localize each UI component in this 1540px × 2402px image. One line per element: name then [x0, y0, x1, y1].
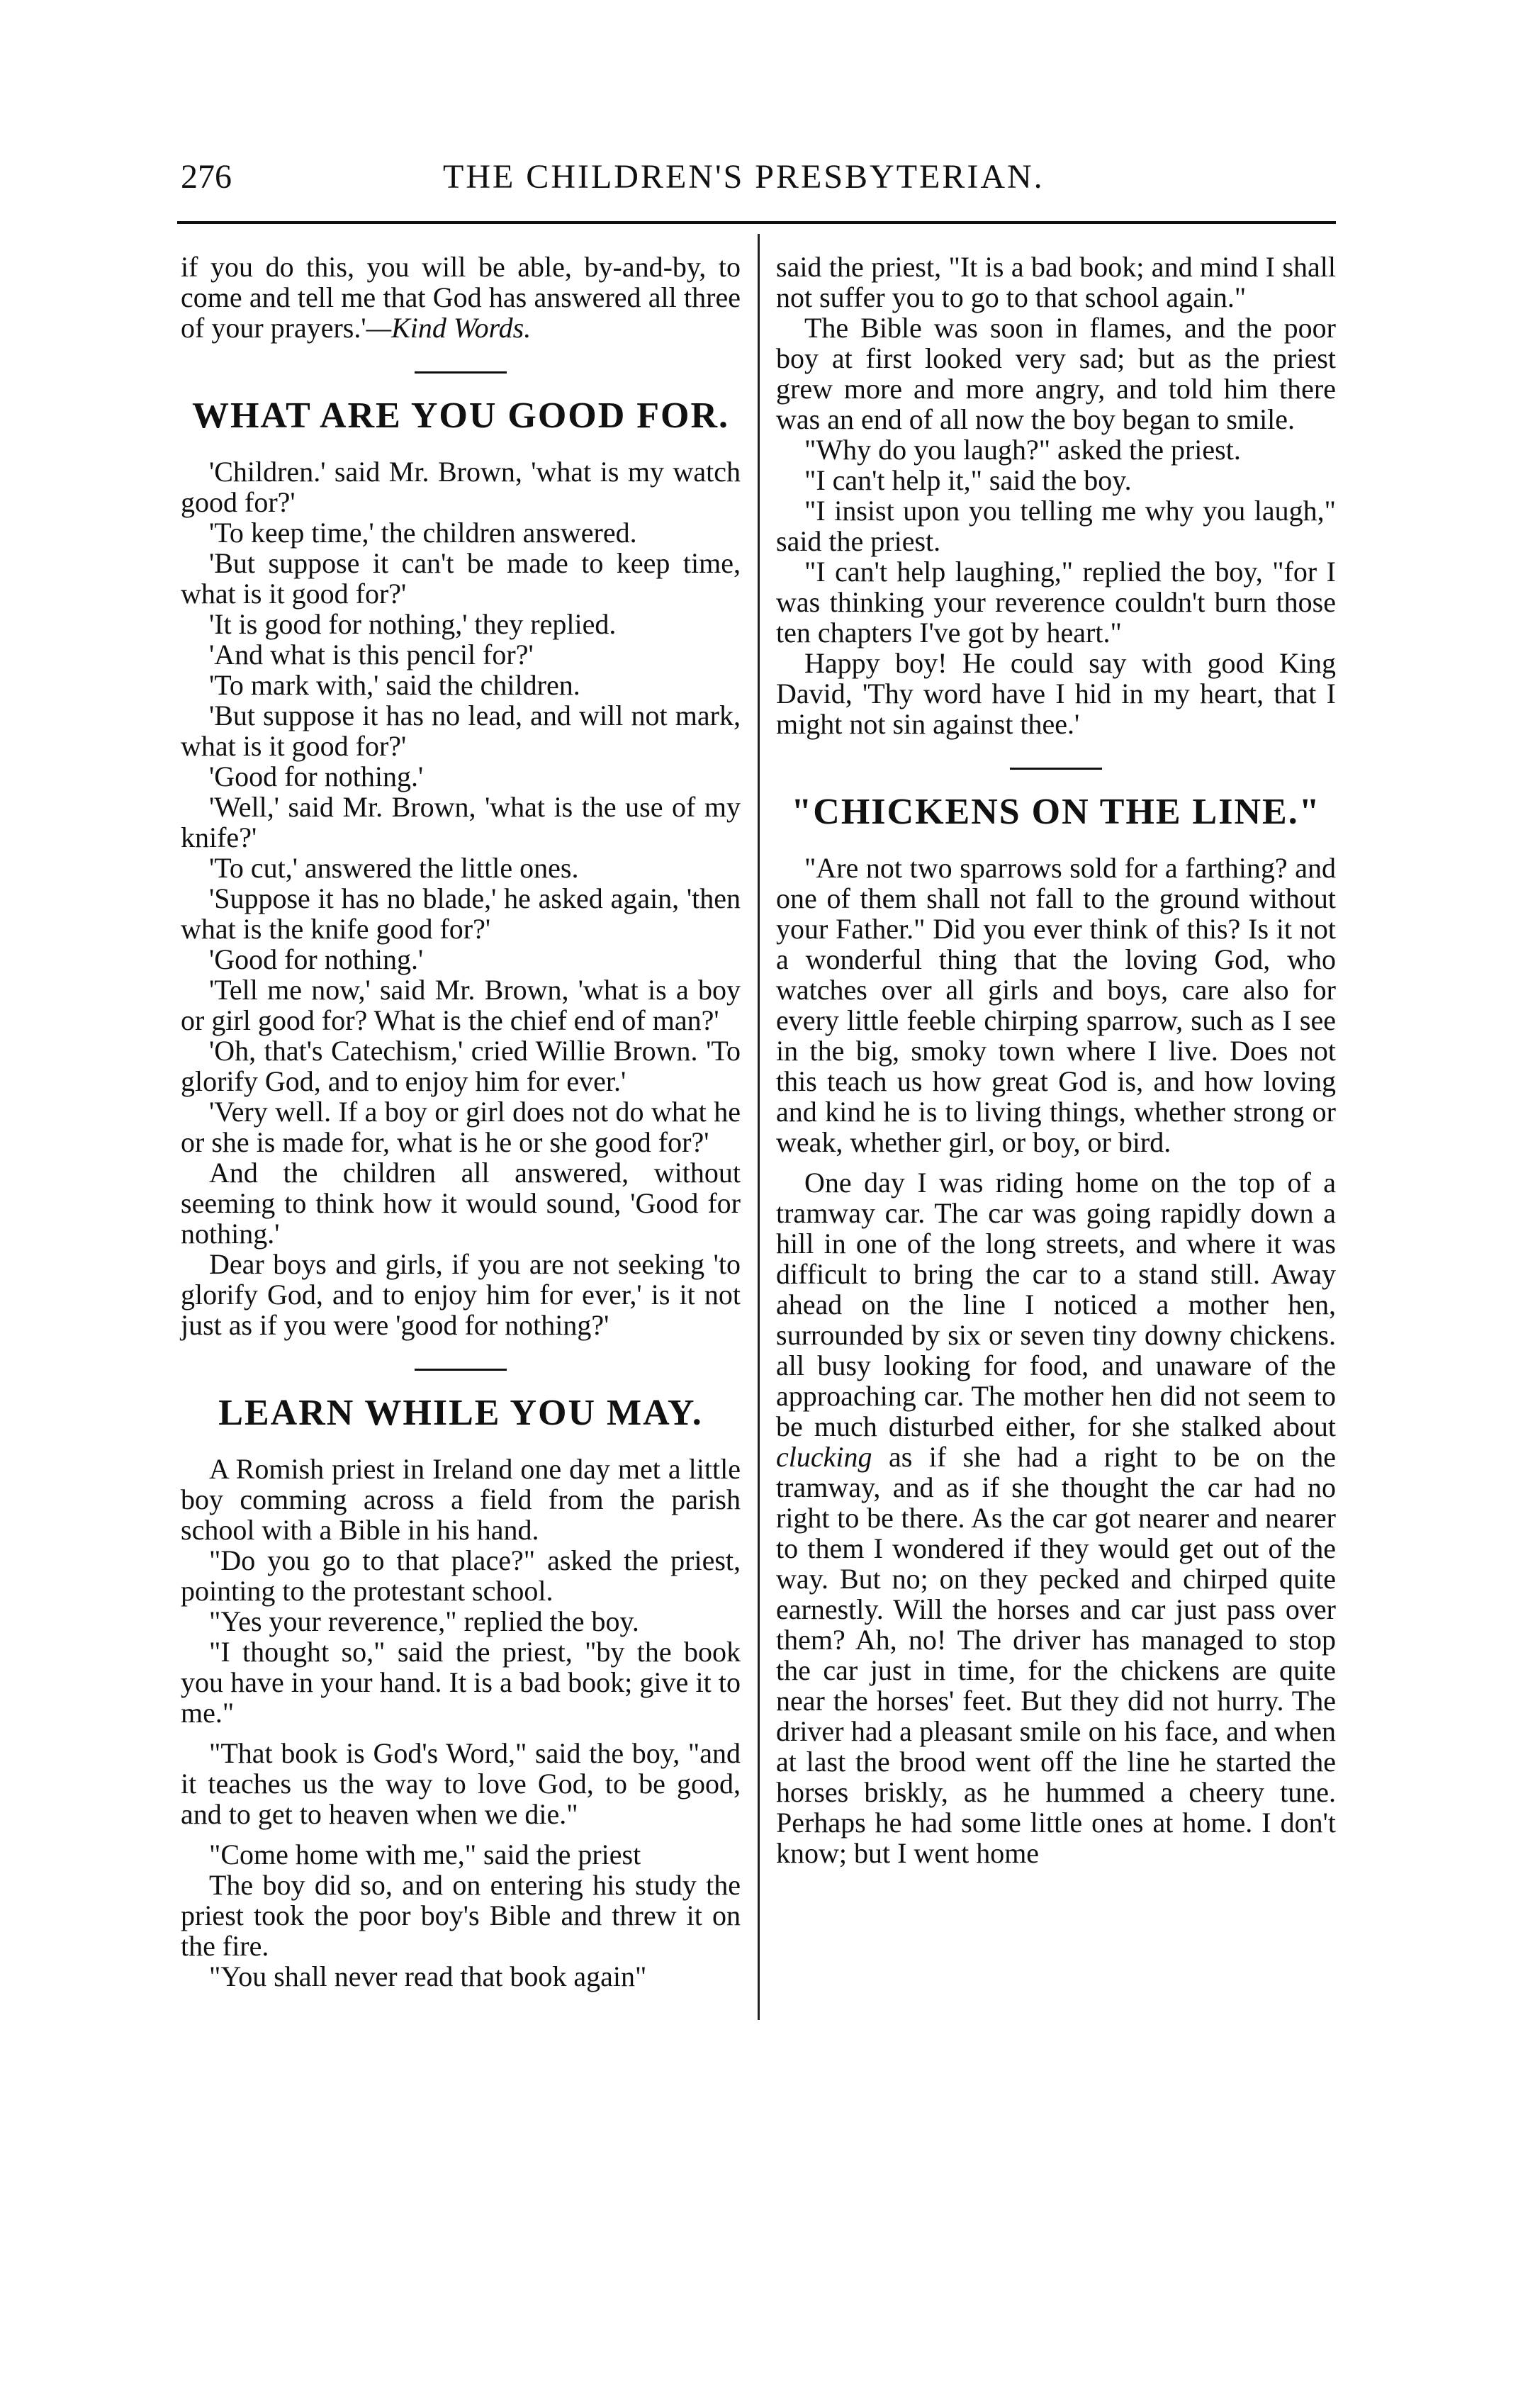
paragraph: 'It is good for nothing,' they replied. — [209, 608, 617, 640]
paragraph: "Why do you laugh?" asked the priest. — [804, 434, 1241, 466]
paragraph: 'And what is this pencil for?' — [209, 639, 534, 670]
italic-word: clucking — [776, 1441, 872, 1473]
paragraph: 'Tell me now,' said Mr. Brown, 'what is a boy or girl good for? What is the chief end of man?' — [181, 974, 741, 1036]
text-run: One day I was riding home on the top of a tramway car. The car was going rapidly down a hill in one of the long streets, and where it was difficult to bring the car to a stand still. Away ahead on the line I noticed a mother hen, surrounded by six or seven tiny downy chickens. all busy looking for food, and unaware of the approaching car. The mother hen did not seem to be much disturbed either, for she stalked about — [776, 1167, 1336, 1442]
running-title: THE CHILDREN'S PRESBYTERIAN. — [443, 158, 1045, 196]
article-heading-learn: LEARN WHILE YOU MAY. — [218, 1393, 703, 1433]
paragraph: Dear boys and girls, if you are not seeking 'to glorify God, and to enjoy him for ever,' is it not just as if you were 'good for nothing?' — [181, 1248, 741, 1341]
page-number: 276 — [181, 158, 232, 196]
intro-text: if you do this, you will be able, by-and-by, to come and tell me that God has answered all three of your prayers.' — [181, 251, 741, 344]
paragraph: "Do you go to that place?" asked the priest, pointing to the protestant school. — [181, 1544, 741, 1607]
header-rule — [177, 221, 1336, 224]
left-column — [181, 252, 741, 1992]
paragraph: 'Good for nothing.' — [209, 761, 424, 792]
intro-source: —Kind Words. — [366, 312, 532, 344]
article-heading-good-for: WHAT ARE YOU GOOD FOR. — [191, 395, 730, 436]
paragraph: Happy boy! He could say with good King David, 'Thy word have I hid in my heart, that I might not sin against thee.' — [776, 647, 1336, 740]
paragraph: "I thought so," said the priest, "by the book you have in your hand. It is a bad book; give it to me." — [181, 1636, 741, 1729]
section-separator — [415, 1369, 507, 1371]
section-separator — [1010, 768, 1102, 770]
paragraph: 'But suppose it can't be made to keep time, what is it good for?' — [181, 547, 741, 610]
paragraph: 'Very well. If a boy or girl does not do what he or she is made for, what is he or she good for?' — [181, 1096, 741, 1158]
paragraph: 'But suppose it has no lead, and will not mark, what is it good for?' — [181, 700, 741, 762]
paragraph: said the priest, "It is a bad book; and mind I shall not suffer you to go to that school again." — [776, 251, 1336, 313]
paragraph: The Bible was soon in flames, and the poor boy at first looked very sad; but as the priest grew more and more angry, and told him there was an end of all now the boy began to smile. — [776, 312, 1336, 435]
paragraph: "I can't help it," said the boy. — [804, 464, 1132, 496]
paragraph: 'Suppose it has no blade,' he asked again, 'then what is the knife good for?' — [181, 882, 741, 945]
paragraph: "I can't help laughing," replied the boy, "for I was thinking your reverence couldn't burn those ten chapters I've got by heart." — [776, 556, 1336, 649]
paragraph: 'Good for nothing.' — [209, 943, 424, 975]
paragraph: 'Well,' said Mr. Brown, 'what is the use of my knife?' — [181, 791, 741, 853]
right-column — [776, 252, 1336, 1868]
tramway-paragraph — [776, 1167, 1336, 1868]
paragraph: 'To cut,' answered the little ones. — [209, 852, 579, 884]
paragraph: 'To mark with,' said the children. — [209, 669, 580, 701]
column-divider — [758, 234, 760, 2020]
section-separator — [415, 371, 507, 374]
paragraph: "That book is God's Word," said the boy, "and it teaches us the way to love God, to be good, and to get to heaven when we die." — [181, 1737, 741, 1830]
paragraph: "Come home with me," said the priest — [209, 1839, 641, 1870]
text-run: as if she had a right to be on the tramway, and as if she thought the car had no right to be there. As the car got nearer and nearer to them I wondered if they would get out of the way. But no; on they pecked and chirped quite earnestly. Will the horses and car just pass over them? Ah, no! The driver has managed to stop the car just in time, for the chickens are quite near the horses' feet. But they did not hurry. The driver had a pleasant smile on his face, and when at last the brood went off the line he started the horses briskly, as he hummed a cheery tune. Perhaps he had some little ones at home. I don't know; but I went home — [776, 1441, 1336, 1869]
paragraph: 'Oh, that's Catechism,' cried Willie Brown. 'To glorify God, and to enjoy him for ever.' — [181, 1035, 741, 1097]
paragraph: "Are not two sparrows sold for a farthing? and one of them shall not fall to the ground without your Father." Did you ever think of this? Is it not a wonderful thing that the loving God, who watches over all girls and boys, care also for every little feeble chirping sparrow, such as I see in the big, smoky town where I live. Does not this teach us how great God is, and how loving and kind he is to living things, whether strong or weak, whether girl, or boy, or bird. — [776, 852, 1336, 1158]
page-header — [181, 157, 1329, 207]
paragraph: 'Children.' said Mr. Brown, 'what is my watch good for?' — [181, 456, 741, 518]
paragraph: "I insist upon you telling me why you laugh," said the priest. — [776, 495, 1336, 557]
paragraph: The boy did so, and on entering his study the priest took the poor boy's Bible and threw it on the fire. — [181, 1869, 741, 1962]
paragraph: 'To keep time,' the children answered. — [209, 517, 637, 549]
paragraph: A Romish priest in Ireland one day met a little boy comming across a field from the parish school with a Bible in his hand. — [181, 1453, 741, 1546]
intro-paragraph — [181, 252, 741, 343]
paragraph: "You shall never read that book again" — [209, 1960, 647, 1992]
article-heading-chickens: "CHICKENS ON THE LINE." — [791, 792, 1321, 832]
paragraph: And the children all answered, without seeming to think how it would sound, 'Good for nothing.' — [181, 1157, 741, 1250]
paragraph: "Yes your reverence," replied the boy. — [209, 1605, 639, 1637]
